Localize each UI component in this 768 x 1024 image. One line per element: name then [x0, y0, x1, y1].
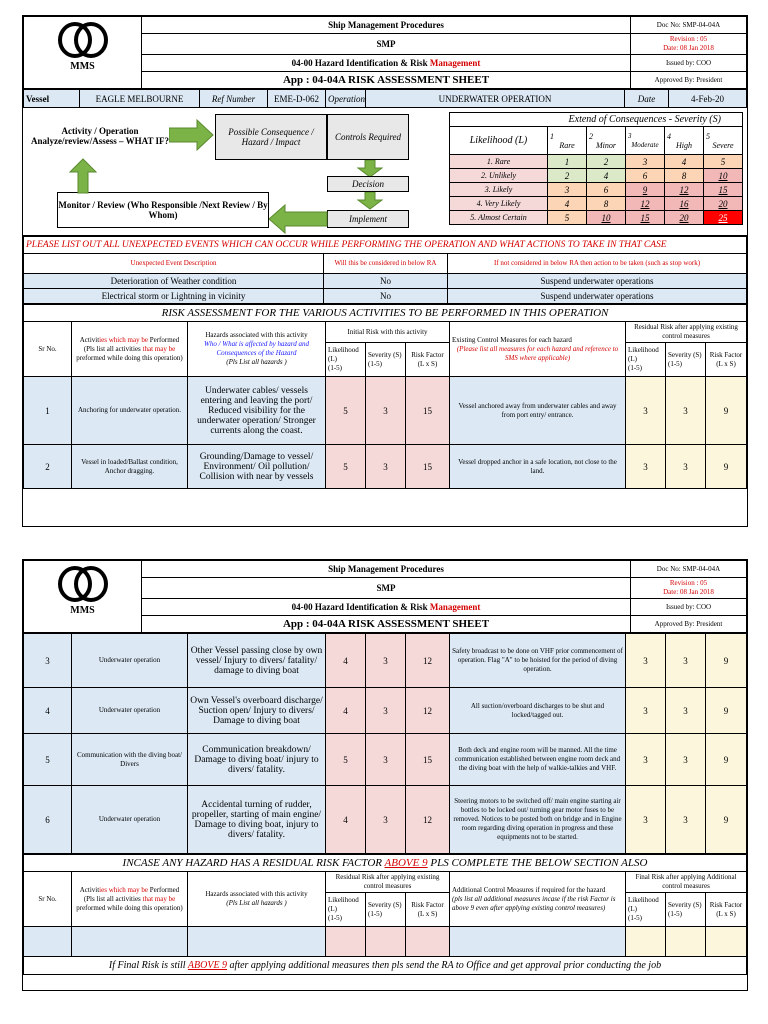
add-col-likelihood: Likelihood (L) (1-5) [326, 893, 366, 927]
vessel-row [23, 89, 747, 108]
row-res-factor: 9 [706, 786, 747, 854]
table-row [24, 377, 747, 445]
residual-banner: INCASE ANY HAZARD HAS A RESIDUAL RISK FACTOR ABOVE 9 PLS COMPLETE THE BELOW SECTION ALSO [24, 855, 747, 872]
title-procedures: Ship Management Procedures [142, 561, 631, 578]
empty-cell[interactable] [626, 927, 666, 957]
row-activity: Underwater operation [72, 786, 188, 854]
row-hazard: Underwater cables/ vessels entering and leaving the port/ Reduced visibility for the underwater operation/ Stronger currents along the coast. [188, 377, 326, 445]
row-likelihood: 4 [326, 634, 366, 688]
row-sr: 6 [24, 786, 72, 854]
revision-date: Revision : 05 Date: 08 Jan 2018 [631, 578, 747, 599]
event-desc: Electrical storm or Lightning in vicinity [24, 289, 324, 304]
matrix-likelihood-title: Likelihood (L) [450, 127, 548, 155]
table-row [24, 786, 747, 854]
row-sr: 4 [24, 688, 72, 734]
title-hazard: 04-00 Hazard Identification & Risk Management [142, 599, 631, 616]
empty-cell[interactable] [366, 927, 406, 957]
event-action: Suspend underwater operations [448, 289, 747, 304]
row-res-severity: 3 [666, 734, 706, 786]
add-col-activity: Activities which may be Performed (Pls list all activities that may be preformed while doing this operation) [72, 872, 188, 927]
flow-implement: Implement [327, 210, 409, 228]
matrix-cell: 9 [626, 183, 665, 197]
row-res-likelihood: 3 [626, 445, 666, 489]
row-sr: 1 [24, 377, 72, 445]
matrix-row-label: 5. Almost Certain [450, 211, 548, 225]
unexpected-col-desc: Unexpected Event Description [24, 254, 324, 274]
row-severity: 3 [366, 634, 406, 688]
matrix-cell: 5 [704, 155, 743, 169]
logo-text: MMS [70, 605, 95, 616]
empty-cell[interactable] [706, 927, 747, 957]
vessel-value: EAGLE MELBOURNE [80, 90, 200, 108]
risk-assessment-table [23, 304, 747, 489]
row-res-severity: 3 [666, 786, 706, 854]
row-severity: 3 [366, 734, 406, 786]
title-smp: SMP [142, 578, 631, 599]
row-activity: Communication with the diving boat/ Divers [72, 734, 188, 786]
title-app: App : 04-04A RISK ASSESSMENT SHEET [142, 72, 631, 89]
row-likelihood: 4 [326, 786, 366, 854]
empty-cell[interactable] [406, 927, 450, 957]
matrix-cell: 3 [548, 183, 587, 197]
row-factor: 12 [406, 786, 450, 854]
unexpected-col-considered: Will this be considered in below RA [324, 254, 448, 274]
row-severity: 3 [366, 786, 406, 854]
additional-measures-table [23, 854, 747, 975]
operation-label: Operation [326, 90, 366, 108]
logo-text: MMS [70, 61, 95, 72]
matrix-row-label: 2. Unlikely [450, 169, 548, 183]
document-header [23, 560, 747, 633]
row-hazard: Accidental turning of rudder, propeller, starting of main engine/ Damage to diving boat, injury to divers/ fatality. [188, 786, 326, 854]
row-control: All suction/overboard discharges to be shut and locked/tagged out. [450, 688, 626, 734]
unexpected-row [24, 274, 747, 289]
matrix-cell: 2 [587, 155, 626, 169]
table-row [24, 734, 747, 786]
row-sr: 5 [24, 734, 72, 786]
row-sr: 3 [24, 634, 72, 688]
row-res-likelihood: 3 [626, 688, 666, 734]
matrix-row-label: 4. Very Likely [450, 197, 548, 211]
ra-col-controls: Existing Control Measures for each hazard (Please list all measures for each hazard and reference to SMS where applicable) [450, 322, 626, 377]
ra-col-residual: Residual Risk after applying existing control measures [626, 322, 747, 343]
issued-by: Issued by: COO [631, 599, 747, 616]
ra-col-severity: Severity (S) (1-5) [366, 343, 406, 377]
ra-col-factor: Risk Factor (L x S) [406, 343, 450, 377]
add-col-factor: Risk Factor (L x S) [406, 893, 450, 927]
row-control: Steering motors to be switched off/ main engine starting air bottles to be locked out/ turning gear motor fuses to be removed. Notices to be posted both on bridge and in Engine room regarding diving operation in progress and these equipments not to be started. [450, 786, 626, 854]
ra-col-res-factor: Risk Factor (L x S) [706, 343, 747, 377]
row-severity: 3 [366, 377, 406, 445]
row-control: Vessel anchored away from underwater cables and away from port entry/ entrance. [450, 377, 626, 445]
footer-note: If Final Risk is still ABOVE 9 after applying additional measures then pls send the RA to Office and get approval prior conducting the job [24, 957, 747, 975]
logo-cell [24, 561, 142, 633]
matrix-row-label: 1. Rare [450, 155, 548, 169]
row-res-factor: 9 [706, 734, 747, 786]
title-procedures: Ship Management Procedures [142, 17, 631, 34]
ra-col-hazard: Hazards associated with this activity Who / What is affected by hazard and Consequences of the Hazard (Pls List all hazards ) [188, 322, 326, 377]
matrix-cell: 4 [587, 169, 626, 183]
add-col-additional: Additional Control Measures if required for the hazard (pls list all additional measures incase if the risk Factor is above 9 even after applying existing control measures) [450, 872, 626, 927]
title-app: App : 04-04A RISK ASSESSMENT SHEET [142, 616, 631, 633]
doc-number: Doc No: SMP-04-04A [631, 561, 747, 578]
company-logo-icon [26, 21, 139, 59]
date-value: 4-Feb-20 [669, 90, 747, 108]
matrix-col-5: 5 Severe [704, 127, 743, 155]
page-2 [22, 559, 748, 991]
arrow-down-icon [357, 192, 383, 210]
matrix-cell: 8 [587, 197, 626, 211]
document-header [23, 16, 747, 89]
row-factor: 15 [406, 445, 450, 489]
matrix-cell: 3 [626, 155, 665, 169]
row-severity: 3 [366, 688, 406, 734]
add-col-final-factor: Risk Factor (L x S) [706, 893, 747, 927]
add-col-residual: Residual Risk after applying existing control measures [326, 872, 450, 893]
table-row [24, 927, 747, 957]
matrix-cell: 5 [548, 211, 587, 225]
matrix-cell: 6 [587, 183, 626, 197]
matrix-cell: 16 [665, 197, 704, 211]
event-action: Suspend underwater operations [448, 274, 747, 289]
approved-by: Approved By: President [631, 72, 747, 89]
matrix-cell: 15 [626, 211, 665, 225]
row-res-factor: 9 [706, 688, 747, 734]
event-considered: No [324, 289, 448, 304]
matrix-row-label: 3. Likely [450, 183, 548, 197]
table-row [24, 445, 747, 489]
matrix-cell: 20 [665, 211, 704, 225]
approved-by: Approved By: President [631, 616, 747, 633]
add-col-sr: Sr No. [24, 872, 72, 927]
row-likelihood: 5 [326, 377, 366, 445]
matrix-cell: 8 [665, 169, 704, 183]
matrix-cell: 12 [665, 183, 704, 197]
event-desc: Deterioration of Weather condition [24, 274, 324, 289]
empty-cell[interactable] [666, 927, 706, 957]
row-res-severity: 3 [666, 445, 706, 489]
flow-consequence: Possible Consequence / Hazard / Impact [215, 114, 327, 160]
ra-col-activity: Activities which may be Performed (Pls list all activities that may be preformed while doing this operation) [72, 322, 188, 377]
risk-matrix [449, 112, 743, 225]
row-res-likelihood: 3 [626, 634, 666, 688]
row-hazard: Grounding/Damage to vessel/ Environment/ Oil pollution/ Collision with near by vessels [188, 445, 326, 489]
row-hazard: Other Vessel passing close by own vessel/ Injury to divers/ fatality/ damage to diving boat [188, 634, 326, 688]
title-smp: SMP [142, 34, 631, 55]
matrix-col-4: 4 High [665, 127, 704, 155]
matrix-extent-title: Extend of Consequences - Severity (S) [548, 113, 743, 127]
arrow-up-icon [69, 158, 97, 194]
flow-monitor: Monitor / Review (Who Responsible /Next Review / By Whom) [57, 192, 269, 228]
row-res-severity: 3 [666, 377, 706, 445]
row-hazard: Communication breakdown/ Damage to diving boat/ injury to divers/ fatality. [188, 734, 326, 786]
row-res-likelihood: 3 [626, 734, 666, 786]
ref-value: EME-D-062 [268, 90, 326, 108]
table-row [24, 634, 747, 688]
matrix-cell: 2 [548, 169, 587, 183]
issued-by: Issued by: COO [631, 55, 747, 72]
row-res-likelihood: 3 [626, 377, 666, 445]
row-control: Both deck and engine room will be manned. All the time communication established between engine room deck and the diving boat with the help of walkie-talkies and VHF. [450, 734, 626, 786]
matrix-cell: 1 [548, 155, 587, 169]
matrix-cell: 10 [704, 169, 743, 183]
risk-assessment-table-continued [23, 633, 747, 854]
matrix-cell: 20 [704, 197, 743, 211]
flow-decision: Decision [327, 176, 409, 192]
ra-col-sr: Sr No. [24, 322, 72, 377]
matrix-cell: 10 [587, 211, 626, 225]
add-col-severity: Severity (S) (1-5) [366, 893, 406, 927]
add-col-final-likelihood: Likelihood (L) (1-5) [626, 893, 666, 927]
ra-col-likelihood: Likelihood (L) (1-5) [326, 343, 366, 377]
row-likelihood: 5 [326, 734, 366, 786]
row-res-severity: 3 [666, 688, 706, 734]
matrix-col-1: 1 Rare [548, 127, 587, 155]
operation-value: UNDERWATER OPERATION [366, 90, 625, 108]
row-likelihood: 4 [326, 688, 366, 734]
row-res-factor: 9 [706, 445, 747, 489]
arrow-right-icon [169, 118, 215, 152]
empty-cell[interactable] [72, 927, 188, 957]
empty-cell[interactable] [326, 927, 366, 957]
title-hazard: 04-00 Hazard Identification & Risk Management [142, 55, 631, 72]
company-logo-icon [26, 565, 139, 603]
ref-label: Ref Number [200, 90, 268, 108]
row-hazard: Own Vessel's overboard discharge/ Suction open/ Injury to divers/ Damage to diving boat [188, 688, 326, 734]
empty-cell[interactable] [24, 927, 72, 957]
row-factor: 15 [406, 377, 450, 445]
unexpected-row [24, 289, 747, 304]
row-likelihood: 5 [326, 445, 366, 489]
flow-controls: Controls Required [327, 114, 409, 160]
matrix-cell: 25 [704, 211, 743, 225]
unexpected-banner: PLEASE LIST OUT ALL UNEXPECTED EVENTS WHICH CAN OCCUR WHILE PERFORMING THE OPERATION AND WHAT ACTIONS TO TAKE IN THAT CASE [24, 237, 747, 254]
row-activity: Anchoring for underwater operation. [72, 377, 188, 445]
logo-cell [24, 17, 142, 89]
add-col-hazard: Hazards associated with this activity (Pls List all hazards ) [188, 872, 326, 927]
row-res-severity: 3 [666, 634, 706, 688]
row-sr: 2 [24, 445, 72, 489]
row-res-likelihood: 3 [626, 786, 666, 854]
row-factor: 12 [406, 634, 450, 688]
revision-date: Revision : 05 Date: 08 Jan 2018 [631, 34, 747, 55]
ra-banner: RISK ASSESSMENT FOR THE VARIOUS ACTIVITIES TO BE PERFORMED IN THIS OPERATION [24, 305, 747, 322]
arrow-left-icon [267, 204, 329, 234]
empty-cell[interactable] [450, 927, 626, 957]
matrix-cell: 12 [626, 197, 665, 211]
row-res-factor: 9 [706, 377, 747, 445]
ra-col-res-severity: Severity (S) (1-5) [666, 343, 706, 377]
matrix-cell: 6 [626, 169, 665, 183]
row-factor: 12 [406, 688, 450, 734]
add-col-final-severity: Severity (S) (1-5) [666, 893, 706, 927]
matrix-cell: 4 [665, 155, 704, 169]
matrix-cell: 15 [704, 183, 743, 197]
row-severity: 3 [366, 445, 406, 489]
vessel-label: Vessel [24, 90, 80, 108]
matrix-col-2: 2 Minor [587, 127, 626, 155]
event-considered: No [324, 274, 448, 289]
ra-col-initial: Initial Risk with this activity [326, 322, 450, 343]
ra-col-res-likelihood: Likelihood (L) (1-5) [626, 343, 666, 377]
page-1 [22, 15, 748, 527]
unexpected-col-action: If not considered in below RA then action to be taken (such as stop work) [448, 254, 747, 274]
row-activity: Underwater operation [72, 634, 188, 688]
matrix-cell: 4 [548, 197, 587, 211]
row-factor: 15 [406, 734, 450, 786]
table-row [24, 688, 747, 734]
row-control: Vessel dropped anchor in a safe location, not close to the land. [450, 445, 626, 489]
process-flow-diagram [23, 108, 443, 236]
unexpected-events-table [23, 236, 747, 304]
flow-activity: Activity / Operation Analyze/review/Assess – WHAT IF? [27, 114, 173, 158]
matrix-col-3: 3 Moderate [626, 127, 665, 155]
row-control: Safety broadcast to be done on VHF prior commencement of operation. Flag "A" to be hoisted for the period of diving operation. [450, 634, 626, 688]
row-res-factor: 9 [706, 634, 747, 688]
row-activity: Underwater operation [72, 688, 188, 734]
doc-number: Doc No: SMP-04-04A [631, 17, 747, 34]
date-label: Date [625, 90, 669, 108]
row-activity: Vessel in loaded/Ballast condition, Anchor dragging. [72, 445, 188, 489]
empty-cell[interactable] [188, 927, 326, 957]
add-col-final: Final Risk after applying Additional control measures [626, 872, 747, 893]
